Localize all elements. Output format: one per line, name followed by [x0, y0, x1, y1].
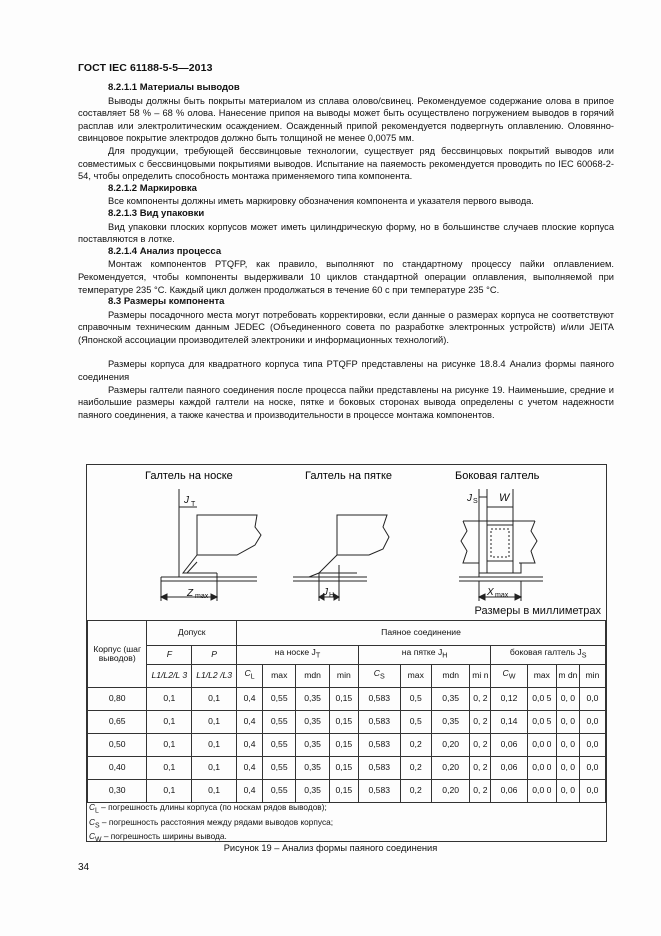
table-cell: 0,5	[400, 711, 431, 734]
paragraph: Для продукции, требующей бессвинцовые технологии, существует ряд бессвинцовых покрытий выводов или совместимых с бессвинцовыми покрытиями выводов. Испытание на паяемость рекомендуется проводить по IEC 60068-2-54, чтобы определить способность монтажа применяемого типа компонента.	[78, 145, 614, 182]
section-heading: 8.2.1.1 Материалы выводов	[108, 82, 240, 93]
body-text	[78, 82, 614, 421]
table-cell: 0,583	[358, 734, 400, 757]
h-l123b: L1/L2 /L3	[196, 670, 233, 681]
note-line: $C_S$ – погрешность расстояния между рядами выводов корпуса;	[89, 816, 334, 830]
table-cell: 0,0 0	[527, 780, 556, 803]
table-cell: 0,35	[296, 757, 329, 780]
table-cell: 0,15	[329, 688, 358, 711]
table-cell: 0,2	[400, 780, 431, 803]
table-cell: 0,14	[491, 711, 527, 734]
table-cell: 0,4	[237, 734, 263, 757]
table-cell: 0,55	[263, 711, 296, 734]
document-header: ГОСТ IEC 61188-5-5—2013	[78, 62, 213, 74]
table-cell: 0,1	[192, 757, 237, 780]
table-cell: 0,35	[296, 711, 329, 734]
table-cell: 0,0	[579, 711, 605, 734]
zmax-sub: max	[195, 593, 209, 600]
table-cell: 0, 2	[470, 757, 491, 780]
table-cell: 0,583	[358, 780, 400, 803]
table-cell: 0,2	[400, 757, 431, 780]
h-heel: на пятке $J_H$	[358, 646, 490, 665]
table-cell: 0,0	[579, 734, 605, 757]
table-cell: 0,0 5	[527, 688, 556, 711]
h-toe-max: max	[263, 665, 296, 688]
heel-fillet-drawing	[293, 515, 389, 601]
js-sub: S	[473, 498, 478, 505]
table-cell: 0,1	[147, 688, 192, 711]
table-cell: 0,1	[192, 780, 237, 803]
paragraph: Выводы должны быть покрыты материалом из сплава олово/свинец. Рекомендуемое содержание олова в припое составляет 58 % – 68 % олова. Нанесение припоя на выводы может быть осуществлено погружением выводов в горячий расплав или электролитическим осаждением. Осажденный припой рекомендуется подвергнуть оплавлению. Оловянно-свинцовое покрытие электродов должно быть толщиной не менее 0,0075 мм.	[78, 95, 614, 144]
table-cell: 0,4	[237, 780, 263, 803]
note-line: $C_W$ – погрешность ширины вывода.	[89, 831, 227, 844]
h-tolerance: Допуск	[147, 621, 237, 646]
h-toe-min: min	[329, 665, 358, 688]
h-f: F	[166, 649, 172, 660]
h-side-mdn: m dn	[556, 665, 579, 688]
table-cell: 0,35	[296, 780, 329, 803]
h-heel-mdn: mdn	[431, 665, 470, 688]
table-cell: 0,06	[491, 780, 527, 803]
table-cell: 0,06	[491, 734, 527, 757]
table-cell: 0,583	[358, 688, 400, 711]
table-cell: 0, 2	[470, 711, 491, 734]
table-cell: 0,55	[263, 688, 296, 711]
table-cell: 0, 2	[470, 780, 491, 803]
page-number: 34	[78, 862, 90, 873]
paragraph: Размеры галтели паяного соединения после процесса пайки представлены на рисунке 19. Наименьшие, средние и наибольшие размеры каждой галтели на носке, пятке и боковых сторонах вывода определены с учетом надежности паяного соединения, а также качества и производительности в процессе монтажа компонентов.	[78, 384, 614, 420]
table-cell: 0,0 0	[527, 757, 556, 780]
paragraph: Размеры посадочного места могут потребовать корректировки, если данные о размерах корпуса не соответствуют справочным техническим данным JEDEC (Объединенного совета по разработке электронных устройств) и/или JEITA (Японской ассоциации производителей электроники и информационных технологий).	[78, 309, 614, 345]
table-cell: 0, 0	[556, 734, 579, 757]
h-p: P	[211, 649, 217, 660]
table-cell: 0,5	[400, 688, 431, 711]
table-cell: 0,15	[329, 780, 358, 803]
table-cell: 0, 2	[470, 734, 491, 757]
table-cell: 0,35	[431, 711, 470, 734]
table-cell: 0,4	[237, 688, 263, 711]
table-cell: 0,40	[88, 757, 147, 780]
table-cell: 0,15	[329, 711, 358, 734]
table-row	[88, 780, 606, 803]
table-cell: 0,1	[147, 711, 192, 734]
h-cs: $C_S$	[358, 665, 400, 688]
side-fillet-drawing	[459, 489, 543, 601]
h-toe: на носке $J_T$	[237, 646, 359, 665]
table-cell: 0,0 0	[527, 734, 556, 757]
spacer	[78, 346, 614, 358]
table-cell: 0,12	[491, 688, 527, 711]
paragraph: Монтаж компонентов PTQFP, как правило, выполняют по стандартному процессу пайки оплавлением. Рекомендуется, чтобы компоненты выдерживали 10 циклов стандартной операции оплавления, выполняемой при температуре 235 °С. Каждый цикл должен продолжаться в течение 60 с при температуре 235 °С.	[78, 259, 614, 295]
table-cell: 0,20	[431, 757, 470, 780]
table-cell: 0,15	[329, 757, 358, 780]
table-cell: 0,50	[88, 734, 147, 757]
h-corpus: Корпус (шаг выводов)	[88, 621, 147, 688]
table-cell: 0,80	[88, 688, 147, 711]
heel-fillet-title: Галтель на пятке	[305, 470, 393, 482]
note-line: $C_L$ – погрешность длины корпуса (по носкам рядов выводов);	[89, 802, 327, 815]
w-label: W	[499, 492, 510, 504]
table-cell: 0,0 5	[527, 711, 556, 734]
h-heel-min: mi n	[470, 665, 491, 688]
toe-fillet-drawing	[161, 489, 261, 601]
h-side: боковая галтель $J_S$	[491, 646, 606, 665]
section-heading: 8.2.1.4 Анализ процесса	[108, 245, 222, 257]
table-row	[88, 734, 606, 757]
toe-fillet-title: Галтель на носке	[145, 470, 233, 482]
h-heel-max: max	[400, 665, 431, 688]
table-cell: 0,583	[358, 757, 400, 780]
paragraph: Размеры корпуса для квадратного корпуса типа PTQFP представлены на рисунке 18.8.4 Анализ формы паяного соединения	[78, 359, 614, 383]
h-toe-mdn: mdn	[296, 665, 329, 688]
table-cell: 0, 0	[556, 688, 579, 711]
table-notes	[89, 802, 333, 846]
table-cell: 0,35	[296, 734, 329, 757]
table-cell: 0,4	[237, 711, 263, 734]
table-row	[88, 711, 606, 734]
table-cell: 0,4	[237, 757, 263, 780]
h-side-max: max	[527, 665, 556, 688]
section-heading: 8.2.1.2 Маркировка	[108, 182, 197, 194]
table-cell: 0,1	[147, 757, 192, 780]
table-cell: 0,1	[147, 780, 192, 803]
table-cell: 0,35	[296, 688, 329, 711]
table-cell: 0,20	[431, 734, 470, 757]
table-cell: 0,15	[329, 734, 358, 757]
table-cell: 0,06	[491, 757, 527, 780]
table-row	[88, 757, 606, 780]
units-label: Размеры в миллиметрах	[474, 605, 601, 617]
js-label: J	[467, 493, 472, 504]
table-cell: 0,2	[400, 734, 431, 757]
zmax-label: Z	[187, 588, 194, 599]
table-cell: 0,55	[263, 757, 296, 780]
paragraph: Вид упаковки плоских корпусов может иметь цилиндрическую форму, но в большинстве случаев плоские корпуса поставляются в лотке.	[78, 221, 614, 245]
table-cell: 0,1	[192, 711, 237, 734]
table-row	[88, 688, 606, 711]
h-side-min: min	[579, 665, 605, 688]
h-joint: Паяное соединение	[237, 621, 606, 646]
h-cw: $C_W$	[491, 665, 527, 688]
h-l123: L1/L2/L 3	[151, 670, 188, 681]
jh-sub: H	[329, 592, 335, 599]
table-cell: 0,20	[431, 780, 470, 803]
table-cell: 0,55	[263, 780, 296, 803]
table-cell: 0, 0	[556, 780, 579, 803]
table-cell: 0, 2	[470, 688, 491, 711]
xmax-label: X	[487, 587, 494, 598]
h-cl: $C_L$	[237, 665, 263, 688]
fillet-drawings	[87, 465, 606, 620]
figure-caption: Рисунок 19 – Анализ формы паяного соединения	[223, 843, 438, 853]
table-cell: 0,65	[88, 711, 147, 734]
table-cell: 0, 0	[556, 757, 579, 780]
section-heading: 8.3 Размеры компонента	[108, 296, 225, 308]
table-cell: 0,583	[358, 711, 400, 734]
table-cell: 0,0	[579, 757, 605, 780]
table-cell: 0,55	[263, 734, 296, 757]
table-cell: 0,0	[579, 688, 605, 711]
xmax-sub: max	[495, 592, 509, 599]
table-cell: 0,30	[88, 780, 147, 803]
table-cell: 0,0	[579, 780, 605, 803]
table-cell: 0,1	[192, 734, 237, 757]
table-cell: 0, 0	[556, 711, 579, 734]
fillet-table	[87, 620, 606, 803]
table-cell: 0,1	[192, 688, 237, 711]
jt-sub: T	[191, 501, 196, 508]
paragraph: Все компоненты должны иметь маркировку обозначения компонента и указателя первого вывода.	[108, 196, 534, 207]
table-cell: 0,35	[431, 688, 470, 711]
side-fillet-title: Боковая галтель	[455, 470, 540, 482]
table-cell: 0,1	[147, 734, 192, 757]
jh-label: J	[323, 587, 328, 598]
figure-19	[86, 464, 607, 842]
jt-label: J	[184, 495, 189, 506]
section-heading: 8.2.1.3 Вид упаковки	[108, 207, 205, 219]
